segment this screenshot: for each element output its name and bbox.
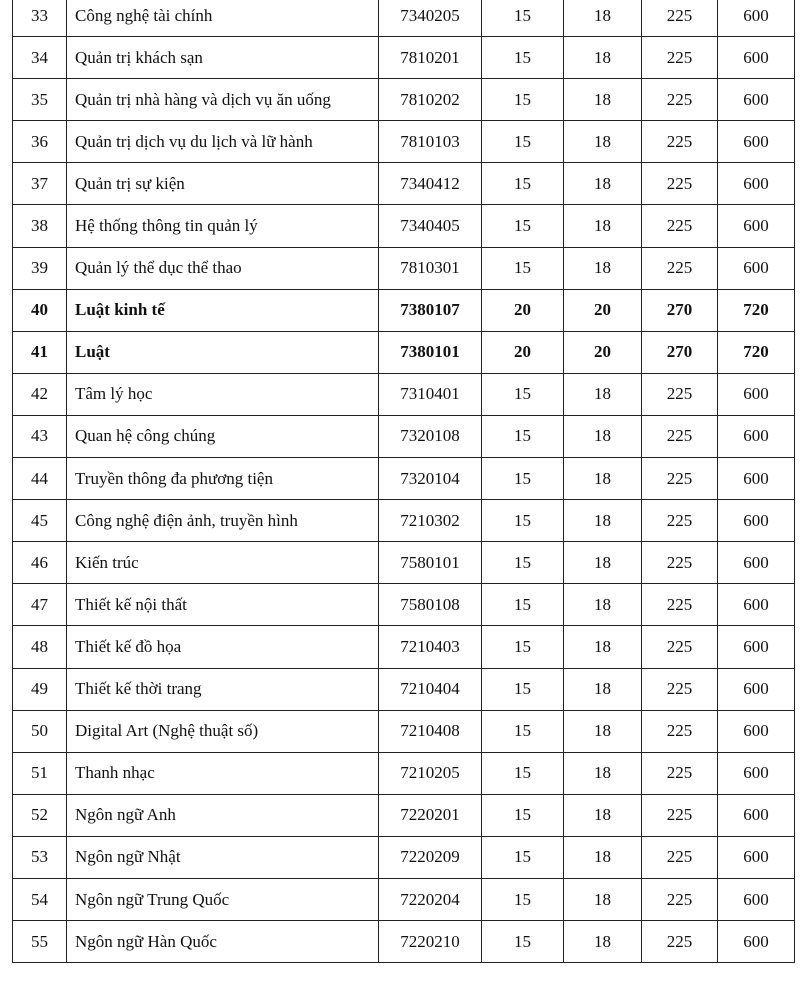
value-col-d: 720 bbox=[718, 331, 795, 373]
value-col-d: 600 bbox=[718, 878, 795, 920]
value-col-d: 600 bbox=[718, 373, 795, 415]
value-col-b: 18 bbox=[564, 37, 642, 79]
program-code: 7340405 bbox=[379, 205, 482, 247]
row-number: 44 bbox=[13, 458, 67, 500]
table-row bbox=[13, 710, 795, 752]
value-col-b: 18 bbox=[564, 121, 642, 163]
table-row bbox=[13, 500, 795, 542]
table-row bbox=[13, 668, 795, 710]
program-name: Quan hệ công chúng bbox=[67, 415, 379, 457]
value-col-a: 15 bbox=[482, 37, 564, 79]
value-col-a: 15 bbox=[482, 794, 564, 836]
value-col-a: 15 bbox=[482, 247, 564, 289]
program-code: 7340412 bbox=[379, 163, 482, 205]
program-name: Thiết kế thời trang bbox=[67, 668, 379, 710]
value-col-b: 18 bbox=[564, 626, 642, 668]
program-code: 7220209 bbox=[379, 836, 482, 878]
table-row bbox=[13, 331, 795, 373]
program-code: 7320104 bbox=[379, 458, 482, 500]
value-col-b: 20 bbox=[564, 331, 642, 373]
value-col-c: 225 bbox=[642, 121, 718, 163]
value-col-d: 600 bbox=[718, 752, 795, 794]
value-col-b: 18 bbox=[564, 205, 642, 247]
value-col-c: 225 bbox=[642, 542, 718, 584]
table-row bbox=[13, 121, 795, 163]
table-row bbox=[13, 836, 795, 878]
value-col-d: 600 bbox=[718, 500, 795, 542]
program-code: 7580101 bbox=[379, 542, 482, 584]
program-name: Tâm lý học bbox=[67, 373, 379, 415]
value-col-c: 225 bbox=[642, 668, 718, 710]
value-col-b: 18 bbox=[564, 79, 642, 121]
program-code: 7810301 bbox=[379, 247, 482, 289]
row-number: 49 bbox=[13, 668, 67, 710]
program-code: 7320108 bbox=[379, 415, 482, 457]
value-col-c: 225 bbox=[642, 0, 718, 37]
row-number: 48 bbox=[13, 626, 67, 668]
value-col-c: 225 bbox=[642, 878, 718, 920]
table-row bbox=[13, 37, 795, 79]
program-name: Truyền thông đa phương tiện bbox=[67, 458, 379, 500]
value-col-b: 18 bbox=[564, 921, 642, 963]
program-name: Ngôn ngữ Trung Quốc bbox=[67, 878, 379, 920]
value-col-c: 225 bbox=[642, 710, 718, 752]
program-name: Digital Art (Nghệ thuật số) bbox=[67, 710, 379, 752]
value-col-c: 225 bbox=[642, 921, 718, 963]
table-row bbox=[13, 584, 795, 626]
value-col-a: 15 bbox=[482, 668, 564, 710]
program-name: Quản trị dịch vụ du lịch và lữ hành bbox=[67, 121, 379, 163]
value-col-a: 15 bbox=[482, 584, 564, 626]
row-number: 50 bbox=[13, 710, 67, 752]
program-name: Công nghệ điện ảnh, truyền hình bbox=[67, 500, 379, 542]
value-col-b: 18 bbox=[564, 0, 642, 37]
program-name: Ngôn ngữ Anh bbox=[67, 794, 379, 836]
value-col-b: 18 bbox=[564, 668, 642, 710]
value-col-a: 15 bbox=[482, 79, 564, 121]
value-col-b: 18 bbox=[564, 542, 642, 584]
program-code: 7220210 bbox=[379, 921, 482, 963]
program-code: 7210404 bbox=[379, 668, 482, 710]
value-col-c: 225 bbox=[642, 37, 718, 79]
row-number: 45 bbox=[13, 500, 67, 542]
value-col-d: 600 bbox=[718, 710, 795, 752]
program-name: Ngôn ngữ Nhật bbox=[67, 836, 379, 878]
program-name: Kiến trúc bbox=[67, 542, 379, 584]
value-col-c: 225 bbox=[642, 500, 718, 542]
row-number: 43 bbox=[13, 415, 67, 457]
program-name: Quản trị nhà hàng và dịch vụ ăn uống bbox=[67, 79, 379, 121]
row-number: 47 bbox=[13, 584, 67, 626]
row-number: 33 bbox=[13, 0, 67, 37]
value-col-b: 18 bbox=[564, 794, 642, 836]
value-col-a: 20 bbox=[482, 289, 564, 331]
value-col-d: 600 bbox=[718, 626, 795, 668]
value-col-c: 270 bbox=[642, 331, 718, 373]
row-number: 52 bbox=[13, 794, 67, 836]
value-col-c: 225 bbox=[642, 79, 718, 121]
row-number: 51 bbox=[13, 752, 67, 794]
value-col-b: 18 bbox=[564, 247, 642, 289]
value-col-a: 15 bbox=[482, 500, 564, 542]
program-code: 7380101 bbox=[379, 331, 482, 373]
program-name: Thiết kế nội thất bbox=[67, 584, 379, 626]
value-col-c: 225 bbox=[642, 373, 718, 415]
value-col-d: 600 bbox=[718, 163, 795, 205]
program-name: Thanh nhạc bbox=[67, 752, 379, 794]
program-name: Ngôn ngữ Hàn Quốc bbox=[67, 921, 379, 963]
table-row bbox=[13, 205, 795, 247]
admission-table bbox=[12, 0, 795, 963]
row-number: 55 bbox=[13, 921, 67, 963]
value-col-d: 600 bbox=[718, 205, 795, 247]
value-col-d: 600 bbox=[718, 794, 795, 836]
row-number: 46 bbox=[13, 542, 67, 584]
value-col-c: 270 bbox=[642, 289, 718, 331]
value-col-a: 15 bbox=[482, 878, 564, 920]
value-col-a: 15 bbox=[482, 163, 564, 205]
program-code: 7380107 bbox=[379, 289, 482, 331]
value-col-c: 225 bbox=[642, 415, 718, 457]
value-col-d: 600 bbox=[718, 584, 795, 626]
row-number: 39 bbox=[13, 247, 67, 289]
table-row bbox=[13, 752, 795, 794]
program-code: 7210205 bbox=[379, 752, 482, 794]
table-row bbox=[13, 373, 795, 415]
program-code: 7220201 bbox=[379, 794, 482, 836]
program-code: 7340205 bbox=[379, 0, 482, 37]
value-col-a: 15 bbox=[482, 458, 564, 500]
row-number: 54 bbox=[13, 878, 67, 920]
program-name: Quản trị sự kiện bbox=[67, 163, 379, 205]
program-code: 7210302 bbox=[379, 500, 482, 542]
table-row bbox=[13, 289, 795, 331]
value-col-d: 600 bbox=[718, 668, 795, 710]
value-col-b: 18 bbox=[564, 415, 642, 457]
program-name: Luật kinh tế bbox=[67, 289, 379, 331]
table-row bbox=[13, 921, 795, 963]
program-code: 7810201 bbox=[379, 37, 482, 79]
value-col-b: 18 bbox=[564, 458, 642, 500]
program-code: 7810202 bbox=[379, 79, 482, 121]
program-name: Thiết kế đồ họa bbox=[67, 626, 379, 668]
value-col-a: 15 bbox=[482, 205, 564, 247]
value-col-a: 15 bbox=[482, 0, 564, 37]
value-col-d: 600 bbox=[718, 415, 795, 457]
value-col-b: 18 bbox=[564, 752, 642, 794]
program-code: 7210408 bbox=[379, 710, 482, 752]
value-col-a: 15 bbox=[482, 836, 564, 878]
value-col-a: 15 bbox=[482, 121, 564, 163]
table-row bbox=[13, 542, 795, 584]
value-col-c: 225 bbox=[642, 752, 718, 794]
value-col-d: 600 bbox=[718, 921, 795, 963]
row-number: 38 bbox=[13, 205, 67, 247]
value-col-b: 20 bbox=[564, 289, 642, 331]
value-col-d: 600 bbox=[718, 37, 795, 79]
value-col-b: 18 bbox=[564, 163, 642, 205]
program-code: 7210403 bbox=[379, 626, 482, 668]
value-col-a: 15 bbox=[482, 921, 564, 963]
value-col-c: 225 bbox=[642, 794, 718, 836]
value-col-b: 18 bbox=[564, 710, 642, 752]
value-col-b: 18 bbox=[564, 836, 642, 878]
row-number: 53 bbox=[13, 836, 67, 878]
value-col-c: 225 bbox=[642, 205, 718, 247]
value-col-a: 15 bbox=[482, 710, 564, 752]
value-col-c: 225 bbox=[642, 247, 718, 289]
value-col-a: 20 bbox=[482, 331, 564, 373]
table-row bbox=[13, 458, 795, 500]
value-col-b: 18 bbox=[564, 500, 642, 542]
value-col-d: 600 bbox=[718, 79, 795, 121]
value-col-d: 600 bbox=[718, 121, 795, 163]
value-col-c: 225 bbox=[642, 836, 718, 878]
value-col-d: 600 bbox=[718, 542, 795, 584]
value-col-a: 15 bbox=[482, 542, 564, 584]
table-row bbox=[13, 794, 795, 836]
value-col-c: 225 bbox=[642, 584, 718, 626]
table-row bbox=[13, 247, 795, 289]
row-number: 34 bbox=[13, 37, 67, 79]
row-number: 35 bbox=[13, 79, 67, 121]
value-col-b: 18 bbox=[564, 373, 642, 415]
value-col-c: 225 bbox=[642, 458, 718, 500]
table-row bbox=[13, 878, 795, 920]
value-col-d: 600 bbox=[718, 836, 795, 878]
table-row bbox=[13, 0, 795, 37]
program-name: Hệ thống thông tin quản lý bbox=[67, 205, 379, 247]
table-row bbox=[13, 626, 795, 668]
value-col-c: 225 bbox=[642, 163, 718, 205]
program-code: 7580108 bbox=[379, 584, 482, 626]
value-col-b: 18 bbox=[564, 584, 642, 626]
row-number: 42 bbox=[13, 373, 67, 415]
row-number: 36 bbox=[13, 121, 67, 163]
value-col-d: 600 bbox=[718, 247, 795, 289]
table-row bbox=[13, 415, 795, 457]
value-col-a: 15 bbox=[482, 626, 564, 668]
program-name: Luật bbox=[67, 331, 379, 373]
row-number: 37 bbox=[13, 163, 67, 205]
value-col-c: 225 bbox=[642, 626, 718, 668]
table-row bbox=[13, 163, 795, 205]
value-col-a: 15 bbox=[482, 373, 564, 415]
program-name: Quản lý thể dục thể thao bbox=[67, 247, 379, 289]
program-name: Quản trị khách sạn bbox=[67, 37, 379, 79]
row-number: 40 bbox=[13, 289, 67, 331]
value-col-d: 720 bbox=[718, 289, 795, 331]
row-number: 41 bbox=[13, 331, 67, 373]
table-body bbox=[13, 0, 795, 963]
value-col-a: 15 bbox=[482, 415, 564, 457]
table-row bbox=[13, 79, 795, 121]
program-code: 7310401 bbox=[379, 373, 482, 415]
value-col-d: 600 bbox=[718, 458, 795, 500]
program-code: 7220204 bbox=[379, 878, 482, 920]
value-col-a: 15 bbox=[482, 752, 564, 794]
program-name: Công nghệ tài chính bbox=[67, 0, 379, 37]
value-col-d: 600 bbox=[718, 0, 795, 37]
value-col-b: 18 bbox=[564, 878, 642, 920]
program-code: 7810103 bbox=[379, 121, 482, 163]
